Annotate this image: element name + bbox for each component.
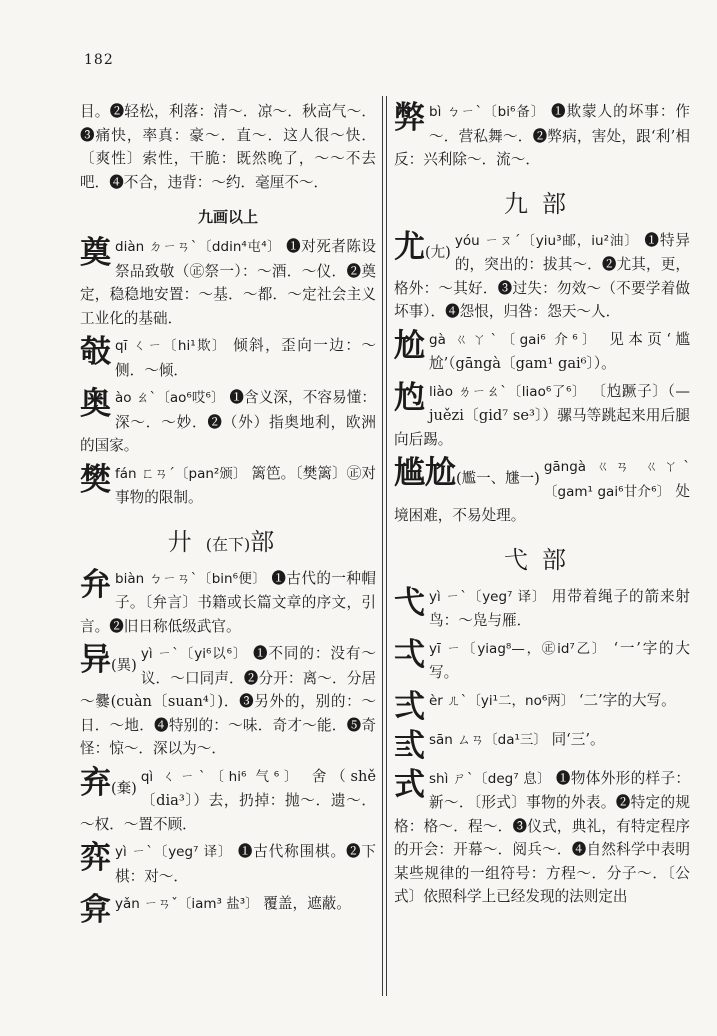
dictionary-entry (80, 642, 376, 761)
left-column (80, 100, 376, 927)
dictionary-entry (394, 585, 690, 633)
definition: 篱笆。〔樊篱〕㊣对事物的限制。 (115, 464, 377, 506)
continued-entry-text: 目。❷轻松，利落：清～．凉～．秋高气～．❸痛快，率真：豪～．直～．这人很～快．〔爽性〕索性，干脆：既然晚了，～～不去吧．❹不合，违背：～约．毫厘不～． (80, 103, 376, 191)
definition: 处境困难，不易处理。 (394, 482, 690, 524)
definition: 同‘三’。 (551, 730, 605, 748)
dictionary-entry (80, 840, 376, 888)
dictionary-entry (394, 229, 690, 324)
pronunciation: bì ㄅㄧˋ〔bi⁶备〕 (429, 104, 546, 120)
dictionary-entry (394, 328, 690, 376)
pronunciation: diàn ㄉㄧㄢˋ〔ddin⁴屯⁴〕 (115, 239, 282, 255)
column-rule (386, 96, 387, 996)
pronunciation: qì ㄑㄧˋ〔hi⁶ 气⁶〕 (140, 768, 303, 785)
dictionary-entry (80, 235, 376, 330)
pronunciation: biàn ㄅㄧㄢˋ〔bin⁶便〕 (115, 570, 267, 587)
definition: 〔尥蹶子〕（—juězi〔gid⁷ se³〕）骡马等跳起来用后腿向后踢。 (394, 382, 691, 448)
headword: 尥 (394, 379, 425, 416)
page-number: 182 (84, 52, 114, 68)
pronunciation: sān ㄙㄢ〔da¹三〕 (429, 731, 547, 748)
pronunciation: gāngà ㄍㄢ ㄍㄚˋ〔gam¹ gai⁶甘介⁶〕 (543, 459, 690, 500)
headword: 奥 (80, 386, 111, 422)
dictionary-entry (80, 567, 376, 639)
pronunciation: shì ㄕˋ〔deg⁷ 息〕 (429, 770, 551, 787)
section-heading: 弋部 (504, 545, 580, 574)
dictionary-entry (394, 728, 690, 763)
definition: ❶欺蒙人的坏事：作～．营私舞～．❷弊病，害处，跟‘利’相反：兴利除～．流～． (394, 103, 691, 168)
pronunciation: qī ㄑㄧ〔hi¹欺〕 (115, 338, 227, 354)
headword: 式 (394, 766, 425, 803)
headword: 弎 (394, 727, 425, 764)
dictionary-entry (80, 765, 376, 837)
headword: 弈 (80, 840, 111, 876)
definition: ❶古代称围棋。❷下棋：对～． (115, 843, 376, 885)
definition: 覆盖，遮蔽。 (263, 895, 351, 912)
definition: 见本页‘尴尬’（gāngà〔gam¹ gai⁶〕）。 (429, 330, 691, 372)
definition: ‘一’字的大写。 (429, 639, 690, 681)
headword: 弃(棄) (80, 764, 137, 801)
pronunciation: yì ㄧˋ〔yeg⁷ 译〕 (115, 844, 233, 860)
definition: 倾斜，歪向一边：～侧．～倾． (115, 337, 376, 379)
headword: 攲 (80, 334, 111, 370)
headword: 弋 (394, 584, 425, 621)
headword: 奠 (80, 235, 111, 271)
dictionary-entry (394, 689, 690, 724)
dictionary-entry (80, 334, 376, 382)
headword: 尴尬(尷一、尲一) (394, 455, 540, 491)
definition: ❶对死者陈设祭品致敬（㊣祭一）：～酒．～仪．❷奠定，稳稳地安置：～基．～都．～定社会主义工业化的基础． (80, 238, 376, 327)
dictionary-entry (80, 462, 376, 510)
dictionary-entry (80, 386, 376, 458)
headword: 弇 (80, 892, 111, 928)
pronunciation: yóu ㄧㄡˊ〔yiu³邮，iu²油〕 (454, 232, 639, 249)
pronunciation: fán ㄈㄢˊ〔pan²颁〕 (115, 465, 247, 482)
definition: ❶含义深，不容易懂：深～．～妙．❷（外）指奥地利，欧洲的国家。 (80, 389, 377, 454)
pronunciation: liào ㄌㄧㄠˋ〔liao⁶了⁶〕 (429, 383, 587, 400)
dictionary-entry (394, 767, 690, 909)
headword: 尬 (394, 327, 425, 364)
headword: 弊 (394, 100, 425, 136)
headword: 尤(尢) (394, 228, 451, 265)
definition: ❶古代的一种帽子。〔弁言〕书籍或长篇文章的序文，引言。❷旧日称低级武官。 (80, 569, 376, 635)
section-heading: 九部 (504, 189, 580, 218)
dictionary-entry (80, 892, 376, 927)
definition: ❶物体外形的样子：新～．〔形式〕事物的外表。❷特定的规格：格～．程～．❸仪式，典礼，有特定程序的开会：开幕～．阅兵～．❹自然科学中表明某些规律的一组符号：方程～．分子～．〔公式〕依照科学上已经发现的法则定出 (394, 769, 690, 905)
pronunciation: yǎn ㄧㄢˇ〔iam³ 盐³〕 (115, 896, 259, 912)
pronunciation: yì ㄧˋ〔yeg⁷ 译〕 (429, 588, 547, 605)
definition: ‘二’字的大写。 (578, 691, 676, 709)
pronunciation: ào ㄠˋ〔ao⁶哎⁶〕 (115, 390, 225, 406)
pronunciation: yī ㄧ〔yiag⁸—，㊣id⁷乙〕 (429, 640, 608, 657)
column-rule (382, 96, 383, 996)
headword: 樊 (80, 461, 111, 498)
definition: 用带着绳子的箭来射鸟：～凫与雁． (429, 587, 690, 629)
dictionary-entry (394, 100, 690, 172)
dictionary-entry (394, 455, 690, 528)
definition: 舍（shě〔dia³〕）去，扔掉：抛～．遗～．～权．～置不顾． (80, 767, 376, 833)
stroke-subheading: 九画以上 (197, 208, 258, 226)
headword: 弁 (80, 566, 111, 603)
definition: ❶特异的，突出的：拔其～．❷尤其，更，格外：～其好．❸过失：勿效～（不要学着做坏事）．❹怨恨，归咎：怨天～人． (394, 231, 690, 320)
pronunciation: yì ㄧˋ〔yi⁶以⁶〕 (140, 646, 248, 662)
headword: 弍 (394, 688, 425, 725)
headword: 弌 (394, 636, 425, 673)
right-column (394, 100, 690, 909)
pronunciation: èr ㄦˋ〔yi¹二，no⁶两〕 (429, 692, 575, 709)
dictionary-entry (394, 637, 690, 685)
dictionary-entry (394, 380, 690, 452)
definition: ❶不同的：没有～议．～口同声．❷分开：离～．分居～爨(cuàn〔suan⁴〕)．❸另外的，别的：～日．～地．❹特别的：～味．奇才～能．❺奇怪：惊～．深以为～． (80, 645, 376, 757)
headword: 异(異) (80, 642, 137, 678)
pronunciation: gà ㄍㄚˋ〔gai⁶ 介⁶〕 (429, 331, 601, 348)
section-heading: 廾(在下)部 (167, 527, 289, 556)
